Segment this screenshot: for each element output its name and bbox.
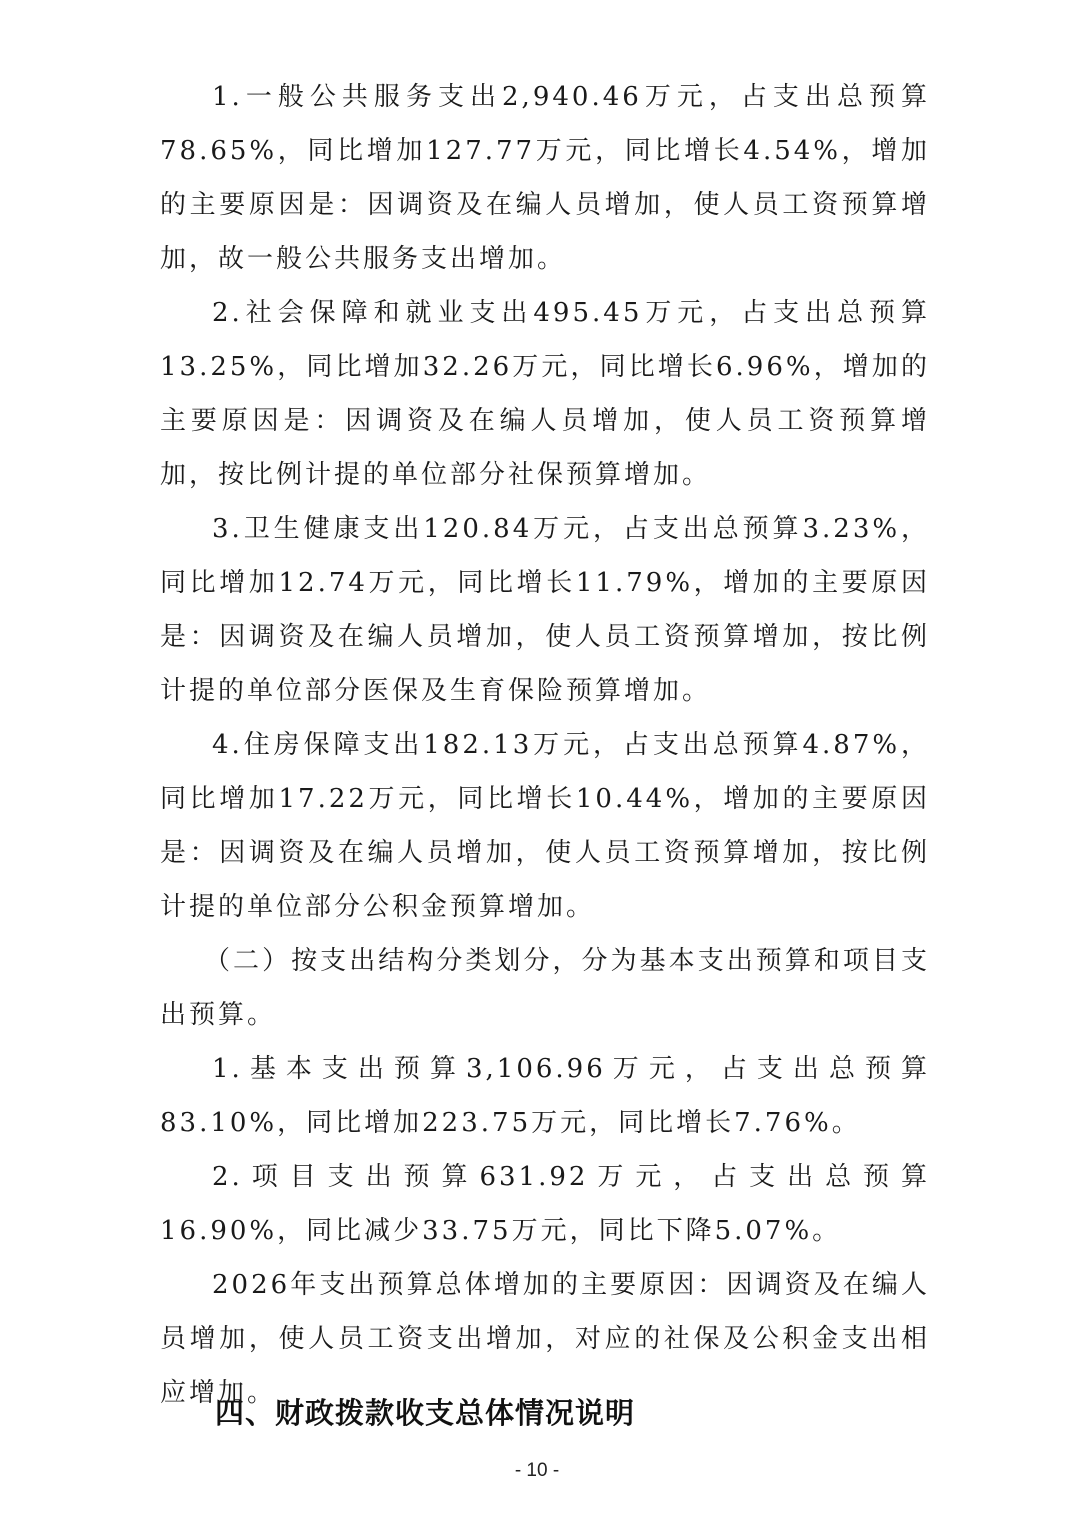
paragraph-social-security: 2.社会保障和就业支出495.45万元，占支出总预算13.25%，同比增加32.26万元，同比增长6.96%，增加的主要原因是：因调资及在编人员增加，使人员工资预算增加，按比例计提的单位部分社保预算增加。 [160, 298, 930, 490]
paragraph-overall-reason: 2026年支出预算总体增加的主要原因：因调资及在编人员增加，使人员工资支出增加，对应的社保及公积金支出相应增加。 [160, 1270, 930, 1408]
paragraph-general-public-services: 1.一般公共服务支出2,940.46万元，占支出总预算78.65%，同比增加127.77万元，同比增长4.54%，增加的主要原因是：因调资及在编人员增加，使人员工资预算增加，故一般公共服务支出增加。 [160, 82, 930, 274]
paragraph-expenditure-structure: （二）按支出结构分类划分，分为基本支出预算和项目支出预算。 [160, 946, 930, 1030]
document-body [160, 70, 930, 1420]
paragraph-health: 3.卫生健康支出120.84万元，占支出总预算3.23%，同比增加12.74万元，同比增长11.79%，增加的主要原因是：因调资及在编人员增加，使人员工资预算增加，按比例计提的单位部分医保及生育保险预算增加。 [160, 514, 930, 706]
section-heading: 四、财政拨款收支总体情况说明 [215, 1396, 636, 1430]
paragraph-housing: 4.住房保障支出182.13万元，占支出总预算4.87%，同比增加17.22万元，同比增长10.44%，增加的主要原因是：因调资及在编人员增加，使人员工资预算增加，按比例计提的单位部分公积金预算增加。 [160, 730, 930, 922]
paragraph-project-expenditure: 2.项目支出预算631.92万元，占支出总预算16.90%，同比减少33.75万元，同比下降5.07%。 [160, 1162, 930, 1246]
page-number: - 10 - [514, 1460, 560, 1481]
paragraph-basic-expenditure: 1.基本支出预算3,106.96万元，占支出总预算83.10%，同比增加223.75万元，同比增长7.76%。 [160, 1054, 930, 1138]
